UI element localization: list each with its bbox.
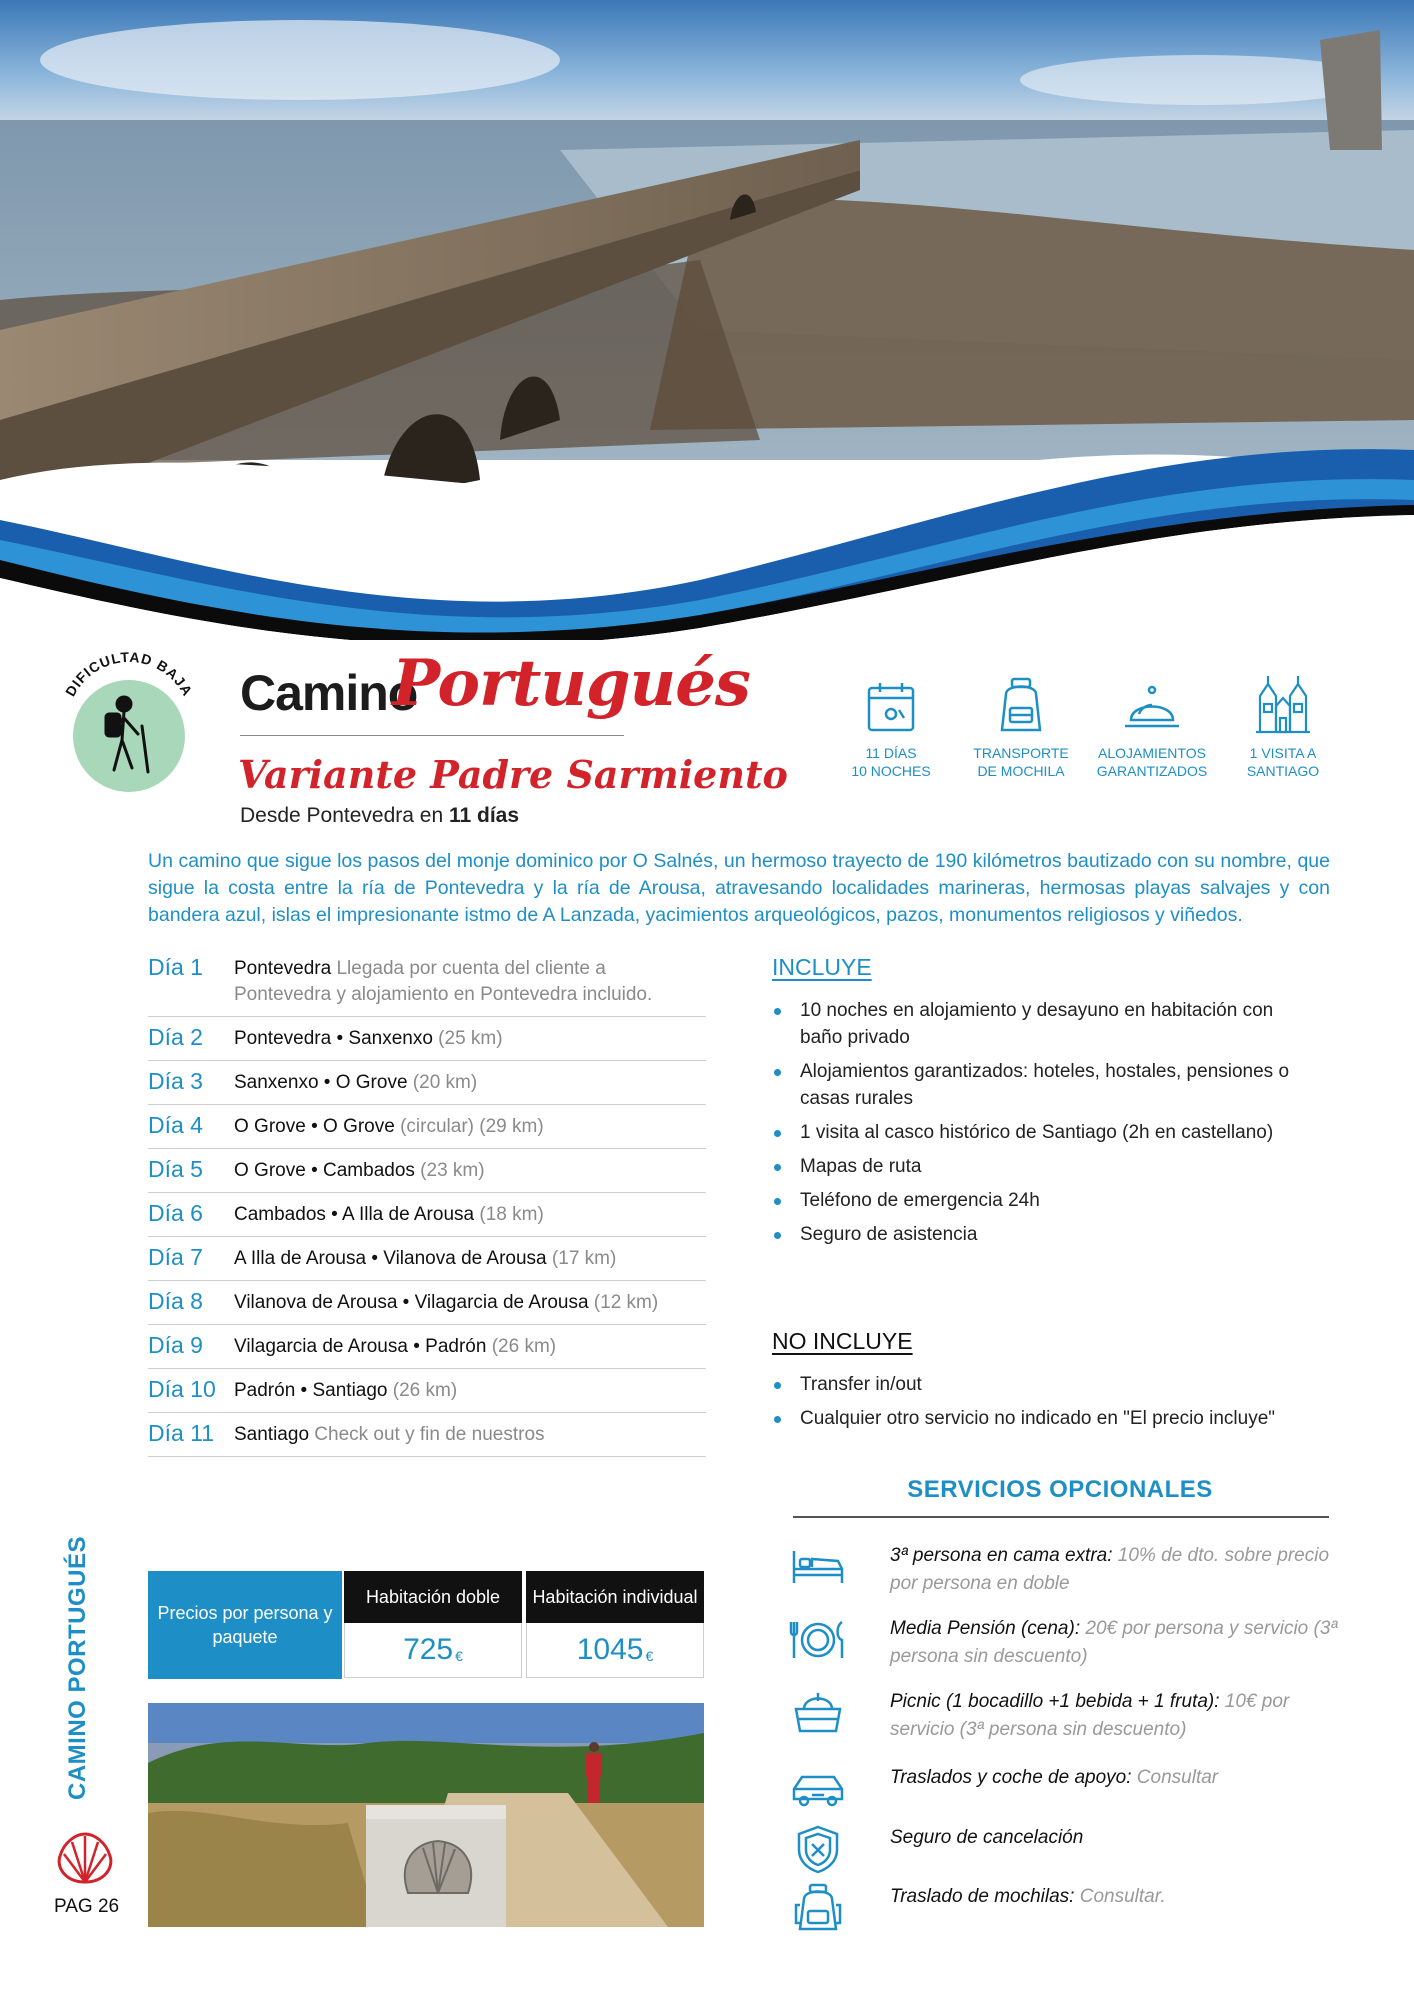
- list-item: [772, 997, 1312, 1051]
- car-icon: [790, 1769, 846, 1809]
- day-route: Pontevedra • Sanxenxo: [234, 1028, 433, 1049]
- optional-services-divider: [793, 1516, 1329, 1518]
- day-label: Día 7: [148, 1244, 203, 1270]
- page-title: Camino: [240, 665, 418, 721]
- service-name: Picnic (1 bocadillo +1 bebida + 1 fruta):: [890, 1691, 1220, 1712]
- itinerary-list: [148, 950, 706, 1457]
- service-name: Seguro de cancelación: [890, 1827, 1084, 1848]
- includes-section: [772, 954, 1312, 1255]
- picnic-basket-icon: [790, 1691, 846, 1735]
- day-note: (25 km): [432, 1028, 503, 1049]
- service-name: Traslado de mochilas:: [890, 1886, 1075, 1907]
- list-item: [772, 1405, 1312, 1432]
- list-item: [772, 1058, 1312, 1112]
- day-note: (12 km): [588, 1292, 659, 1313]
- shield-icon: [795, 1824, 841, 1874]
- feature-days: [826, 668, 956, 780]
- bed-icon: [790, 1547, 846, 1587]
- service-name: 3ª persona en cama extra:: [890, 1545, 1113, 1566]
- title-divider: [240, 735, 624, 736]
- badge-text: DIFICULTAD BAJA: [62, 648, 196, 700]
- price-currency: €: [645, 1648, 654, 1664]
- day-label: Día 1: [148, 954, 203, 980]
- price-column-head: Habitación individual: [526, 1571, 704, 1623]
- not-includes-section: [772, 1328, 1312, 1439]
- price-column-double: [344, 1571, 522, 1679]
- duration-line: [240, 804, 519, 828]
- day-note: (circular) (29 km): [394, 1116, 544, 1137]
- list-item-text: Transfer in/out: [800, 1374, 922, 1395]
- optional-services-title: SERVICIOS OPCIONALES: [907, 1476, 1213, 1503]
- includes-title: INCLUYE: [772, 954, 872, 980]
- hero-photo: [0, 0, 1414, 640]
- feature-santiago-visit: [1218, 668, 1348, 780]
- day-label: Día 3: [148, 1068, 203, 1094]
- service-detail: 10€ por servicio (3ª persona sin descuento): [890, 1691, 1290, 1740]
- day-note: (20 km): [407, 1072, 478, 1093]
- feature-accommodation: [1087, 668, 1217, 780]
- optional-service-row: [786, 1542, 1346, 1598]
- itinerary-row: [148, 1061, 706, 1105]
- list-item-text: 1 visita al casco histórico de Santiago (2h en castellano): [800, 1122, 1274, 1143]
- backpack-icon: [996, 676, 1046, 734]
- price-amount: 1045: [576, 1633, 644, 1666]
- day-label: Día 9: [148, 1332, 203, 1358]
- plate-cutlery-icon: [789, 1618, 847, 1662]
- day-label: Día 5: [148, 1156, 203, 1182]
- day-note: Check out y fin de nuestros: [309, 1424, 545, 1445]
- day-note: (26 km): [387, 1380, 458, 1401]
- service-detail: Consultar.: [1074, 1886, 1166, 1907]
- itinerary-row: [148, 1149, 706, 1193]
- price-amount: 725: [403, 1633, 454, 1666]
- day-note: (26 km): [486, 1336, 557, 1357]
- service-name: Media Pensión (cena):: [890, 1618, 1081, 1639]
- optional-service-row: [786, 1883, 1346, 1933]
- list-item-text: Alojamientos garantizados: hoteles, hostales, pensiones o casas rurales: [800, 1061, 1290, 1109]
- day-route: Vilagarcia de Arousa • Padrón: [234, 1336, 487, 1357]
- price-table-label: Precios por persona y paquete: [148, 1571, 342, 1679]
- service-detail: 10% de dto. sobre precio por persona en doble: [890, 1545, 1330, 1594]
- list-item: [772, 1187, 1312, 1214]
- itinerary-row: [148, 1281, 706, 1325]
- optional-service-row: [786, 1824, 1346, 1874]
- day-route: Cambados • A Illa de Arousa: [234, 1204, 475, 1225]
- optional-service-row: [786, 1688, 1346, 1744]
- list-item: [772, 1119, 1312, 1146]
- price-column-single: [526, 1571, 704, 1679]
- duration-prefix: Desde Pontevedra en: [240, 804, 449, 827]
- itinerary-row: [148, 1369, 706, 1413]
- backpack-icon: [794, 1883, 842, 1933]
- day-route: O Grove • O Grove: [234, 1116, 395, 1137]
- list-item-text: Seguro de asistencia: [800, 1224, 978, 1245]
- day-route: Pontevedra: [234, 958, 332, 979]
- day-label: Día 6: [148, 1200, 203, 1226]
- price-table: [148, 1571, 704, 1679]
- list-item: [772, 1153, 1312, 1180]
- itinerary-row: [148, 1237, 706, 1281]
- route-variant-title: Variante Padre Sarmiento: [238, 752, 788, 797]
- side-section-title: CAMINO PORTUGUÉS: [64, 1535, 91, 1800]
- page-title-script: Portugués: [392, 646, 750, 721]
- price-column-head: Habitación doble: [344, 1571, 522, 1623]
- optional-service-row: [786, 1615, 1346, 1671]
- page-number: PAG 26: [54, 1896, 120, 1917]
- day-route: A Illa de Arousa • Vilanova de Arousa: [234, 1248, 547, 1269]
- price-value: [526, 1623, 704, 1678]
- duration-days: 11 días: [448, 804, 520, 827]
- day-route: Santiago: [234, 1424, 310, 1445]
- service-bell-icon: [1123, 684, 1181, 734]
- list-item: [772, 1221, 1312, 1248]
- day-label: Día 2: [148, 1024, 203, 1050]
- day-route: Padrón • Santiago: [234, 1380, 388, 1401]
- list-item-text: 10 noches en alojamiento y desayuno en habitación con baño privado: [800, 1000, 1274, 1048]
- day-route: O Grove • Cambados: [234, 1160, 415, 1181]
- service-detail: 20€ por persona y servicio (3ª persona sin descuento): [890, 1618, 1338, 1667]
- price-value: [344, 1623, 522, 1678]
- list-item-text: Cualquier otro servicio no indicado en "El precio incluye": [800, 1408, 1276, 1429]
- feature-backpack: [956, 668, 1086, 780]
- day-label: Día 4: [148, 1112, 203, 1138]
- cathedral-icon: [1254, 672, 1312, 734]
- day-note: (18 km): [474, 1204, 544, 1225]
- itinerary-row: [148, 1325, 706, 1369]
- day-note: (23 km): [414, 1160, 485, 1181]
- day-route: Sanxenxo • O Grove: [234, 1072, 408, 1093]
- itinerary-row: [148, 1017, 706, 1061]
- feature-label: TRANSPORTE DE MOCHILA: [973, 745, 1069, 779]
- service-detail: Consultar: [1131, 1767, 1219, 1788]
- day-label: Día 10: [148, 1376, 216, 1402]
- difficulty-badge: [54, 648, 204, 798]
- feature-label: ALOJAMIENTOS GARANTIZADOS: [1096, 745, 1208, 779]
- scallop-shell-icon: [54, 1830, 116, 1886]
- intro-paragraph: Un camino que sigue los pasos del monje dominico por O Salnés, un hermoso trayecto de 190 kilómetros bautizado con su nombre, que sigue la costa entre la ría de Pontevedra y la ría de Arousa, atravesando localidades marineras, hermosas playas salvajes y con bandera azul, islas el impresionante istmo de A Lanzada, yacimientos arqueológicos, pazos, monumentos religiosos y viñedos.: [148, 850, 1330, 926]
- list-item-text: Teléfono de emergencia 24h: [800, 1190, 1040, 1211]
- calendar-icon: [866, 680, 916, 734]
- day-label: Día 11: [148, 1420, 215, 1446]
- optional-service-row: [786, 1764, 1346, 1814]
- price-currency: €: [455, 1648, 463, 1664]
- itinerary-row: [148, 1413, 706, 1457]
- service-name: Traslados y coche de apoyo:: [890, 1767, 1132, 1788]
- feature-label: 1 VISITA A SANTIAGO: [1246, 745, 1320, 779]
- day-label: Día 8: [148, 1288, 203, 1314]
- itinerary-row: [148, 1105, 706, 1149]
- list-item: [772, 1371, 1312, 1398]
- list-item-text: Mapas de ruta: [800, 1156, 922, 1177]
- day-note: (17 km): [546, 1248, 617, 1269]
- itinerary-row: [148, 1193, 706, 1237]
- not-includes-title: NO INCLUYE: [772, 1328, 913, 1354]
- itinerary-row: [148, 950, 706, 1017]
- trail-photo: [148, 1703, 704, 1927]
- feature-label: 11 DÍAS 10 NOCHES: [851, 745, 931, 779]
- day-note: Llegada por cuenta del cliente a Pontevedra y alojamiento en Pontevedra incluido.: [234, 958, 653, 1005]
- day-route: Vilanova de Arousa • Vilagarcia de Arousa: [234, 1292, 589, 1313]
